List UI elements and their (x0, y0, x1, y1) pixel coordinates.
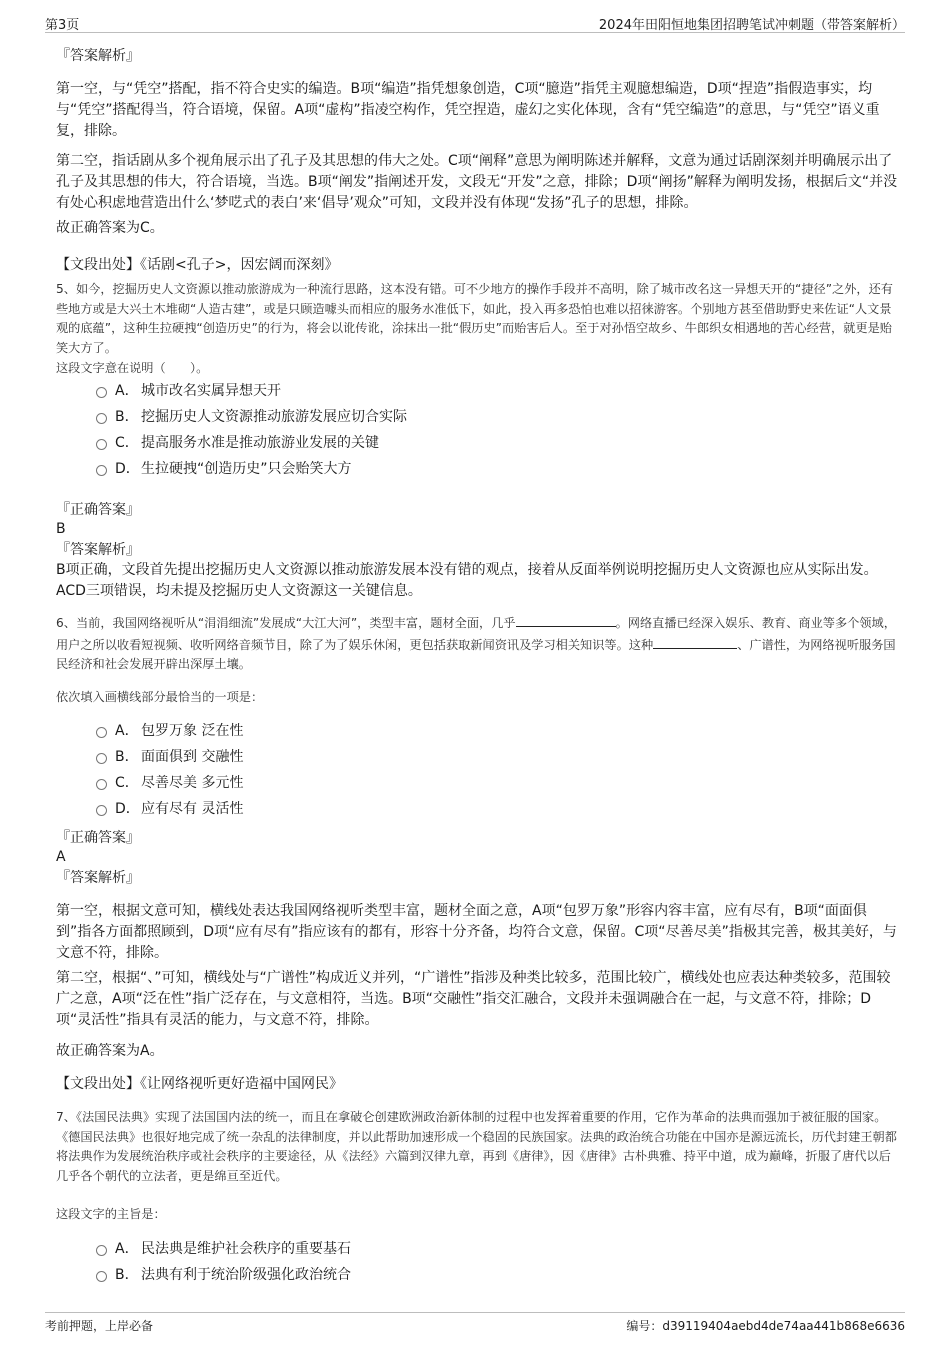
q6-option-a[interactable]: A． 包罗万象 泛在性 (96, 721, 243, 741)
radio-icon (96, 413, 107, 424)
q6-analysis-heading: 『答案解析』 (56, 870, 140, 886)
radio-icon (96, 779, 107, 790)
q5-option-a[interactable]: A． 城市改名实属异想天开 (96, 381, 281, 401)
q6-stem: 6、当前，我国网络视听从“涓涓细流”发展成“大江大河”，类型丰富，题材全面，几乎 。网络直播已经深入娱乐、教育、商业等多个领域，用户之所以收看短视频、收听网络音频节目，除了为了娱乐休闲，更包括获取新闻资讯及学习相关知识等。这种 、广谱性，为网络视听服务国民经济和社会发展开辟出深厚土壤。 (56, 612, 898, 675)
q5-answer: B (56, 521, 66, 537)
q5-analysis: B项正确，文段首先提出挖掘历史人文资源以推动旅游发展本没有错的观点，接着从反面举例说明挖掘历史人文资源也应从实际出发。ACD三项错误，均未提及挖掘历史人文资源这一关键信息。 (56, 562, 878, 599)
q4-analysis-para1: 第一空，与“凭空”搭配，指不符合史实的编造。B项“编造”指凭想象创造，C项“臆造”指凭主观臆想编造，D项“捏造”指假造事实，均与“凭空”搭配得当，符合语境，保留。A项“虚构”指凌空构作，凭空捏造，虚幻之实化体现，含有“凭空编造”的意思，与“凭空”语义重复，排除。 (56, 81, 880, 139)
q6-analysis-para1: 第一空，根据文意可知，横线处表达我国网络视听类型丰富，题材全面之意，A项“包罗万象”形容内容丰富，应有尽有，B项“面面俱到”指各方面都照顾到，D项“应有尽有”指应该有的都有，形容十分齐备，均符合文意，保留。C项“尽善尽美”指极其完善，极其美好，与文意不符，排除。 (56, 903, 897, 961)
radio-icon (96, 727, 107, 738)
q6-option-c[interactable]: C． 尽善尽美 多元性 (96, 773, 243, 793)
page-footer (45, 1312, 905, 1337)
q5-question: 这段文字意在说明（ ）。 (56, 361, 209, 375)
q4-analysis-heading: 『答案解析』 (56, 48, 140, 64)
footer-slogan: 考前押题，上岸必备 (45, 1319, 154, 1333)
document-code: 编号：d39119404aebd4de74aa441b868e6636 (626, 1319, 905, 1333)
q4-analysis-para2: 第二空，指话剧从多个视角展示出了孔子及其思想的伟大之处。C项“阐释”意思为阐明陈述并解释，文意为通过话剧深刻并明确展示出了孔子及其思想的伟大，符合语境，当选。B项“阐发”指阐述开发，文段无“开发”之意，排除；D项“阐扬”解释为阐明发扬，根据后文“并没有处心积虑地营造出什么‘梦呓式的表白’来‘倡导’观众”可知，文段并没有体现“发扬”孔子的思想，排除。 (56, 153, 898, 211)
q5-option-b[interactable]: B． 挖掘历史人文资源推动旅游发展应切合实际 (96, 407, 407, 427)
radio-icon (96, 1271, 107, 1282)
q6-conclusion: 故正确答案为A。 (56, 1043, 164, 1059)
radio-icon (96, 439, 107, 450)
q5-answer-heading: 『正确答案』 (56, 502, 140, 518)
q6-option-d[interactable]: D．应有尽有 灵活性 (96, 799, 243, 819)
radio-icon (96, 805, 107, 816)
q6-answer: A (56, 849, 66, 865)
q7-option-a[interactable]: A． 民法典是维护社会秩序的重要基石 (96, 1239, 351, 1259)
q5-analysis-heading: 『答案解析』 (56, 542, 140, 558)
radio-icon (96, 465, 107, 476)
q6-question: 依次填入画横线部分最恰当的一项是： (56, 690, 264, 704)
q7-question: 这段文字的主旨是： (56, 1207, 166, 1221)
page-number: 第3页 (45, 18, 80, 33)
page-header (45, 12, 905, 33)
radio-icon (96, 1245, 107, 1256)
blank-1 (516, 612, 616, 627)
q6-answer-heading: 『正确答案』 (56, 830, 140, 846)
radio-icon (96, 387, 107, 398)
q6-source: 【文段出处】《让网络视听更好造福中国网民》 (56, 1076, 343, 1092)
document-title: 2024年田阳恒地集团招聘笔试冲刺题（带答案解析） (598, 18, 905, 33)
q5-option-d[interactable]: D．生拉硬拽“创造历史”只会贻笑大方 (96, 459, 352, 479)
q6-analysis-para2: 第二空，根据“、”可知，横线处与“广谱性”构成近义并列，“广谱性”指涉及种类比较多，范围比较广，横线处也应表达种类较多，范围较广之意，A项“泛在性”指广泛存在，与文意相符，当选。B项“交融性”指交汇融合，文段并未强调融合在一起，与文意不符，排除；D项“灵活性”指具有灵活的能力，与文意不符，排除。 (56, 970, 891, 1028)
q6-option-b[interactable]: B． 面面俱到 交融性 (96, 747, 243, 767)
q5-stem: 5、如今，挖掘历史人文资源以推动旅游成为一种流行思路，这本没有错。可不少地方的操作手段并不高明，除了城市改名这一异想天开的“捷径”之外，还有些地方或是大兴土木堆砌“人造古建”，或是只顾造噱头而相应的服务水准低下，如此，投入再多恐怕也难以招徕游客。个别地方甚至借助野史来佐证“人文景观的底蕴”，这种生拉硬拽“创造历史”的行为，将会以讹传讹，涂抹出一批“假历史”而贻害后人。至于对孙悟空故乡、牛郎织女相遇地的苦心经营，就更是贻笑大方了。 (56, 282, 893, 355)
q5-option-c[interactable]: C． 提高服务水准是推动旅游业发展的关键 (96, 433, 379, 453)
q4-conclusion: 故正确答案为C。 (56, 220, 164, 236)
q4-source: 【文段出处】《话剧<孔子>，因宏阔而深刻》 (56, 257, 339, 273)
radio-icon (96, 753, 107, 764)
q7-option-b[interactable]: B． 法典有利于统治阶级强化政治统合 (96, 1265, 351, 1285)
blank-2 (653, 634, 737, 649)
q7-stem: 7、《法国民法典》实现了法国国内法的统一，而且在拿破仑创建欧洲政治新体制的过程中也发挥着重要的作用，它作为革命的法典而强加于被征服的国家。《德国民法典》也很好地完成了统一杂乱的法律制度，并以此帮助加速形成一个稳固的民族国家。法典的政治统合功能在中国亦是源远流长，历代封建王朝都将法典作为发展统治秩序或社会秩序的主要途径，从《法经》六篇到汉律九章，再到《唐律》，因《唐律》古朴典雅、持平中道，成为巅峰，折服了唐代以后几乎各个朝代的立法者，更是绵亘至近代。 (56, 1110, 897, 1183)
